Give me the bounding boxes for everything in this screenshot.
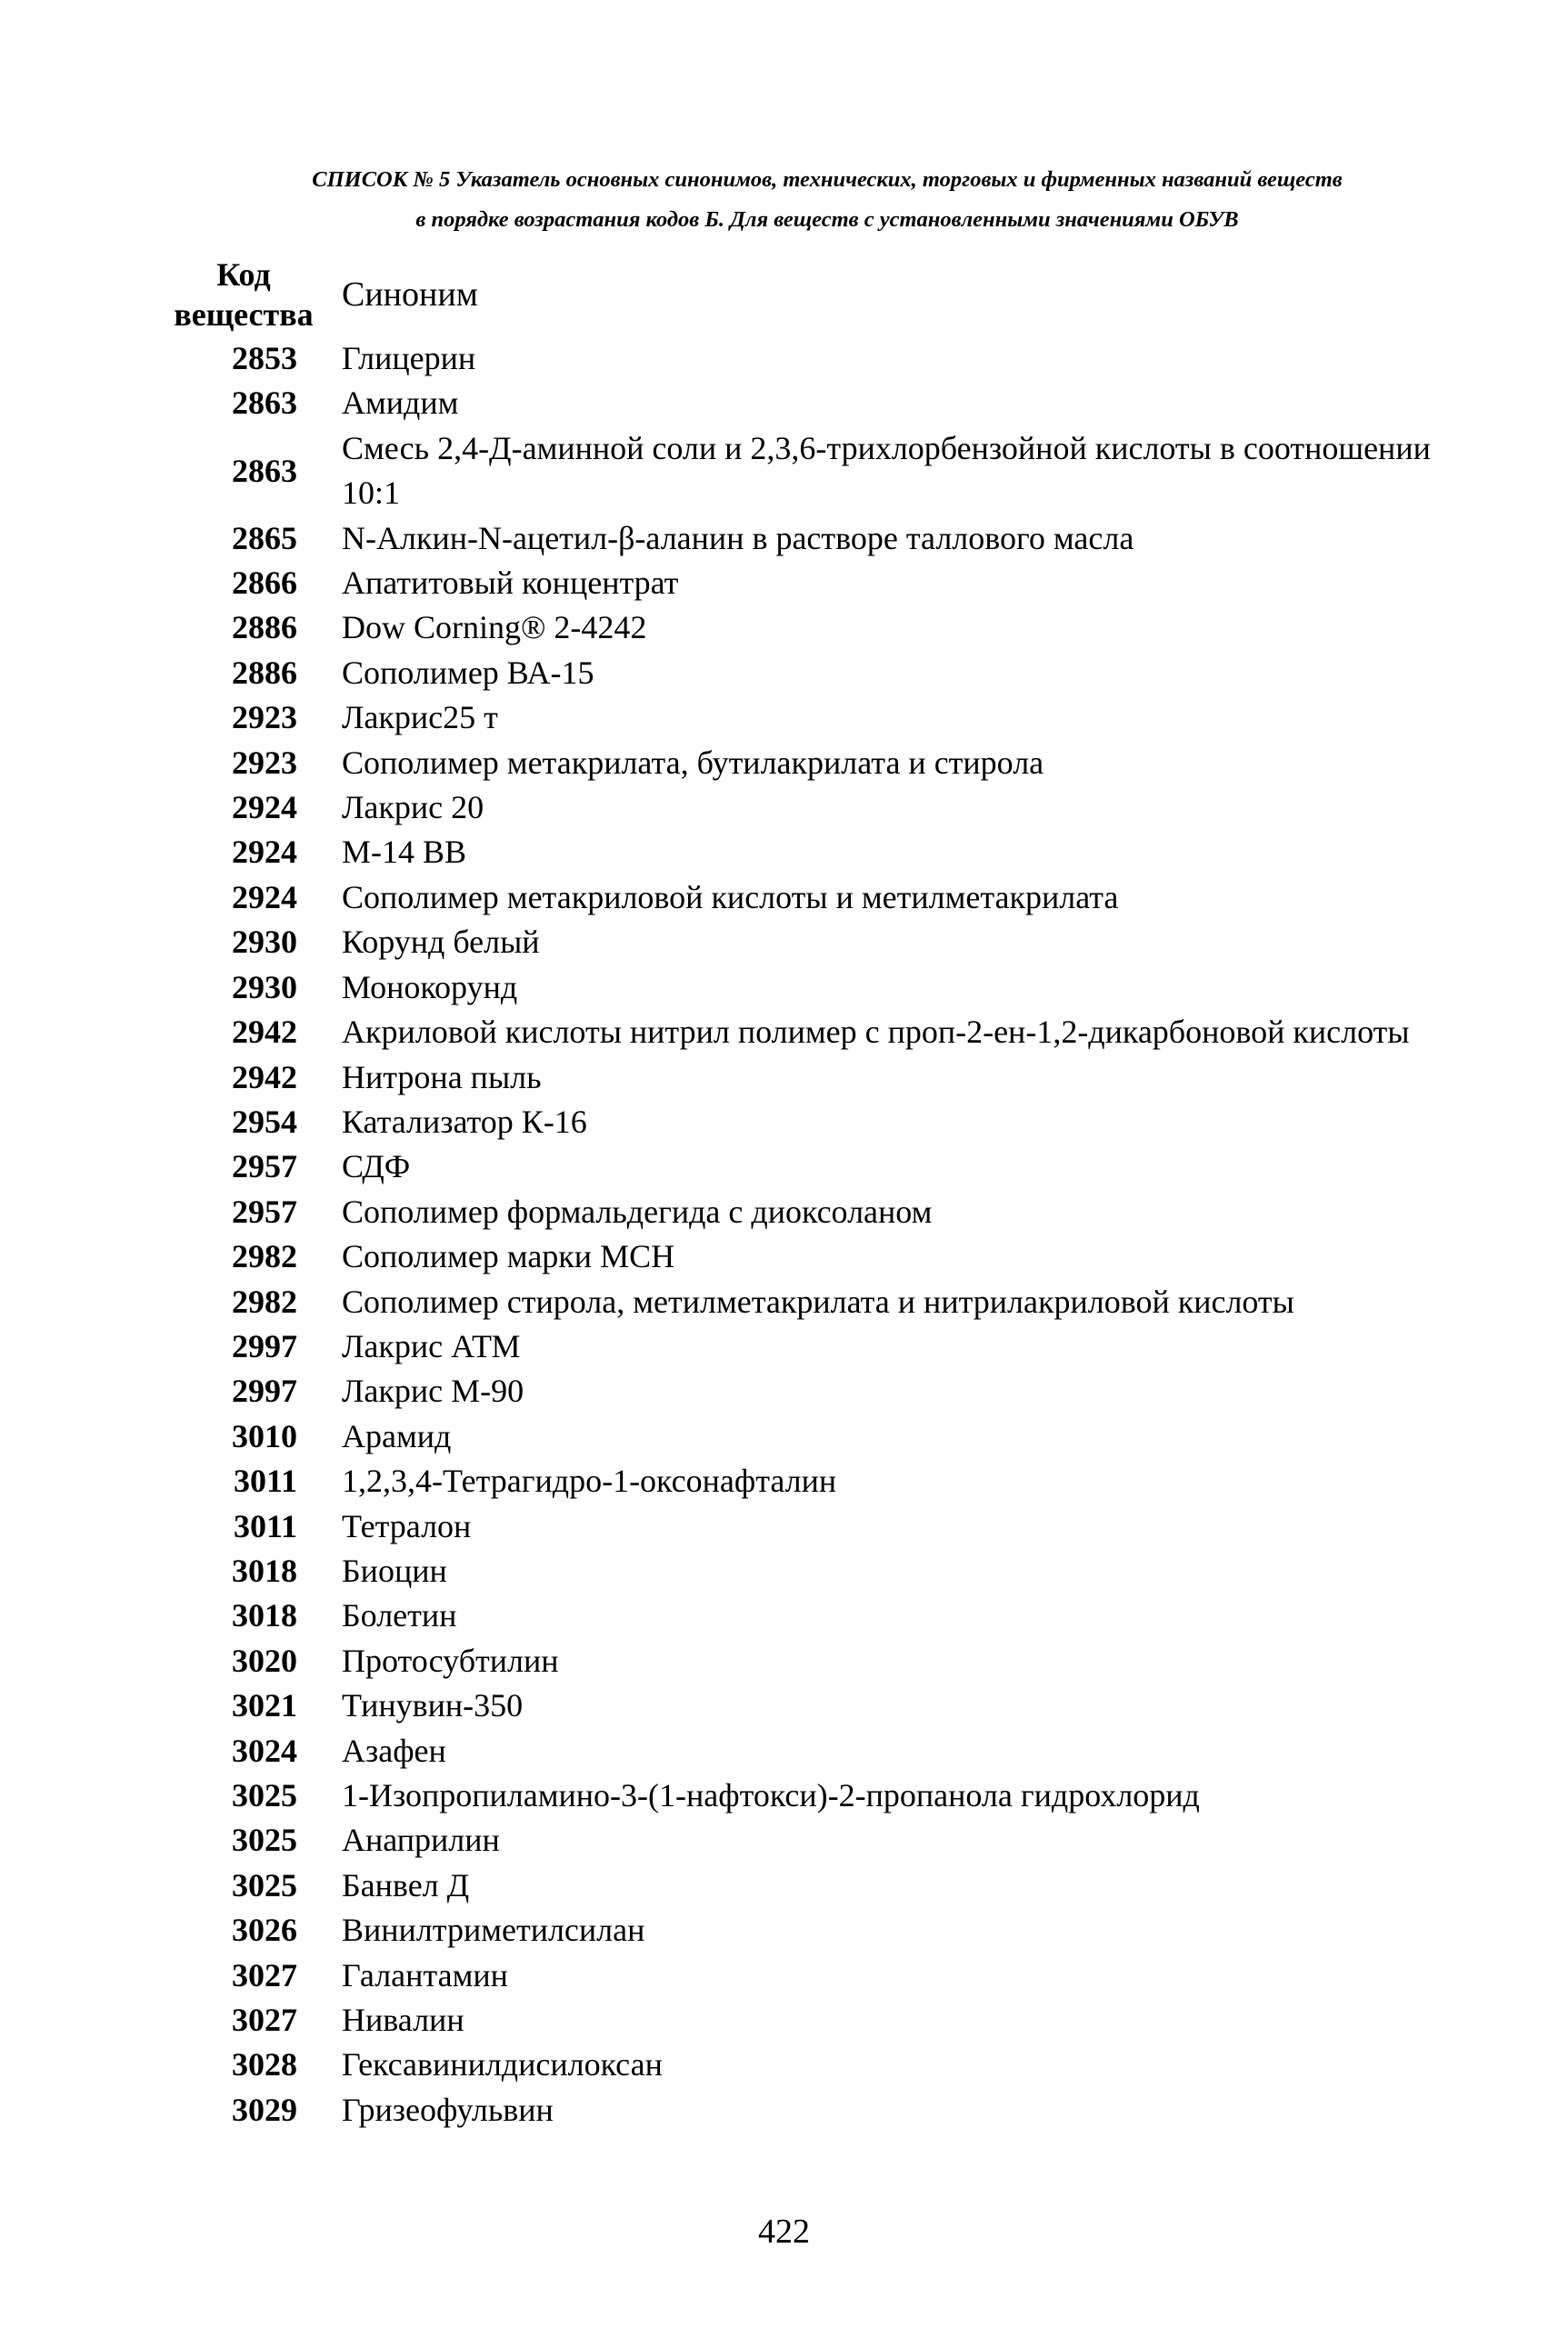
synonym-name: Анаприлин bbox=[342, 1822, 500, 1859]
table-row bbox=[155, 1639, 1482, 1684]
synonym-name: Сополимер метакриловой кислоты и метилметакрилата bbox=[342, 878, 1119, 915]
table-row bbox=[155, 1549, 1482, 1594]
substance-code: 3018 bbox=[232, 1552, 297, 1589]
substance-code: 3011 bbox=[233, 1463, 297, 1500]
substance-code: 3024 bbox=[232, 1732, 297, 1769]
synonym-name: Винилтриметилсилан bbox=[342, 1912, 645, 1949]
synonym-name: 1,2,3,4-Тетрагидро-1-оксонафталин bbox=[342, 1463, 837, 1500]
substance-code: 3025 bbox=[232, 1866, 297, 1903]
synonym-name: Катализатор К-16 bbox=[342, 1103, 587, 1140]
substance-code: 2930 bbox=[232, 924, 297, 961]
list-header-line-2: в порядке возрастания кодов Б. Для веществ с установленными значениями ОБУВ bbox=[415, 207, 1239, 232]
substance-code: 2853 bbox=[232, 340, 297, 376]
table-row bbox=[155, 1144, 1482, 1189]
substance-code: 2923 bbox=[232, 699, 297, 736]
table-row bbox=[155, 2088, 1482, 2133]
table-row bbox=[155, 1998, 1482, 2043]
substance-code: 2942 bbox=[232, 1014, 297, 1051]
table-row bbox=[155, 785, 1482, 830]
synonym-name: М-14 ВВ bbox=[342, 834, 467, 871]
table-row bbox=[155, 695, 1482, 740]
table-row bbox=[155, 1953, 1482, 1998]
table-row bbox=[155, 1414, 1482, 1459]
substance-code: 2957 bbox=[232, 1148, 297, 1185]
substance-code: 3027 bbox=[232, 2002, 297, 2039]
substance-code: 2865 bbox=[232, 519, 297, 556]
table-row bbox=[155, 426, 1482, 516]
substance-code: 2863 bbox=[232, 452, 297, 489]
substance-code: 3018 bbox=[232, 1597, 297, 1634]
synonym-name: Гризеофульвин bbox=[342, 2091, 554, 2128]
synonym-name: 1-Изопропиламино-3-(1-нафтокси)-2-пропанола гидрохлорид bbox=[342, 1777, 1200, 1813]
table-row bbox=[155, 1459, 1482, 1504]
substance-code: 3026 bbox=[232, 1912, 297, 1949]
table-row bbox=[155, 1369, 1482, 1414]
synonym-name: Биоцин bbox=[342, 1552, 447, 1589]
synonym-name: Лакрис АТМ bbox=[342, 1327, 521, 1364]
substance-code: 2924 bbox=[232, 834, 297, 871]
table-row bbox=[155, 1908, 1482, 1953]
substance-code: 2866 bbox=[232, 565, 297, 602]
table-row bbox=[155, 336, 1482, 381]
table-row bbox=[155, 516, 1482, 561]
table-row bbox=[155, 1280, 1482, 1324]
synonym-name: Лакрис М-90 bbox=[342, 1373, 524, 1410]
table-row bbox=[155, 605, 1482, 650]
substance-code: 3011 bbox=[233, 1507, 297, 1544]
table-row bbox=[155, 1729, 1482, 1773]
table-row bbox=[155, 830, 1482, 874]
substance-code: 2942 bbox=[232, 1058, 297, 1095]
synonym-name: Галантамин bbox=[342, 1956, 508, 1993]
substance-code: 2930 bbox=[232, 968, 297, 1005]
synonym-name: Апатитовый концентрат bbox=[342, 565, 679, 602]
substance-code: 3020 bbox=[232, 1642, 297, 1679]
page-number: 422 bbox=[758, 2213, 810, 2251]
substance-code: 2924 bbox=[232, 878, 297, 915]
table-row bbox=[155, 1684, 1482, 1728]
synonym-name: Банвел Д bbox=[342, 1866, 470, 1903]
synonym-name: Гексавинилдисилоксан bbox=[342, 2046, 663, 2083]
synonym-name: Лакрис25 т bbox=[342, 699, 498, 736]
table-row bbox=[155, 1324, 1482, 1369]
table-row bbox=[155, 920, 1482, 964]
table-row bbox=[155, 651, 1482, 695]
synonym-name: Азафен bbox=[342, 1732, 446, 1769]
substance-code: 3029 bbox=[232, 2091, 297, 2128]
synonym-name: Тетралон bbox=[342, 1507, 472, 1544]
synonym-name: Тинувин-350 bbox=[342, 1687, 524, 1724]
synonym-name: N-Алкин-N-ацетил-β-аланин в растворе таллового масла bbox=[342, 519, 1134, 556]
substance-code: 2957 bbox=[232, 1193, 297, 1230]
substance-code: 2923 bbox=[232, 744, 297, 781]
substance-code: 3027 bbox=[232, 1956, 297, 1993]
table-row bbox=[155, 1190, 1482, 1234]
synonym-name: Смесь 2,4-Д-аминной соли и 2,3,6-трихлорбензойной кислоты в соотношении 10:1 bbox=[342, 429, 1431, 512]
table-row bbox=[155, 2043, 1482, 2087]
synonym-name: Протосубтилин bbox=[342, 1642, 559, 1679]
synonym-name: Нивалин bbox=[342, 2002, 464, 2039]
synonym-name: Сополимер ВА-15 bbox=[342, 654, 594, 691]
synonym-name: СДФ bbox=[342, 1148, 411, 1185]
synonym-table bbox=[155, 253, 1482, 2133]
synonym-name: Сополимер формальдегида с диоксоланом bbox=[342, 1193, 933, 1230]
table-row bbox=[155, 1594, 1482, 1638]
substance-code: 2997 bbox=[232, 1373, 297, 1410]
table-row bbox=[155, 1863, 1482, 1908]
synonym-name: Нитрона пыль bbox=[342, 1058, 542, 1095]
synonym-name: Амидим bbox=[342, 385, 459, 422]
substance-code: 2982 bbox=[232, 1283, 297, 1320]
substance-code: 2886 bbox=[232, 654, 297, 691]
table-header-row bbox=[155, 253, 1482, 336]
synonym-name: Глицерин bbox=[342, 340, 476, 376]
synonym-name: Dow Corning® 2-4242 bbox=[342, 609, 647, 646]
column-header-synonym: Синоним bbox=[342, 275, 478, 314]
table-row bbox=[155, 561, 1482, 605]
table-row bbox=[155, 741, 1482, 785]
substance-code: 2863 bbox=[232, 385, 297, 422]
table-row bbox=[155, 875, 1482, 920]
synonym-name: Лакрис 20 bbox=[342, 789, 484, 826]
table-row bbox=[155, 1504, 1482, 1549]
synonym-name: Акриловой кислоты нитрил полимер с проп-2-ен-1,2-дикарбоновой кислоты bbox=[342, 1014, 1410, 1051]
table-row bbox=[155, 1818, 1482, 1863]
synonym-name: Болетин bbox=[342, 1597, 457, 1634]
list-header bbox=[182, 160, 1473, 240]
substance-code: 3028 bbox=[232, 2046, 297, 2083]
synonym-name: Сополимер марки МСН bbox=[342, 1238, 675, 1275]
substance-code: 3010 bbox=[232, 1417, 297, 1454]
table-row bbox=[155, 1055, 1482, 1100]
synonym-name: Сополимер метакрилата, бутилакрилата и стирола bbox=[342, 744, 1044, 781]
substance-code: 3025 bbox=[232, 1777, 297, 1813]
table-row bbox=[155, 381, 1482, 425]
substance-code: 2982 bbox=[232, 1238, 297, 1275]
column-header-code: Код вещества bbox=[174, 256, 314, 333]
synonym-name: Монокорунд bbox=[342, 968, 518, 1005]
substance-code: 2954 bbox=[232, 1103, 297, 1140]
substance-code: 2886 bbox=[232, 609, 297, 646]
table-body bbox=[155, 336, 1482, 2133]
synonym-name: Арамид bbox=[342, 1417, 452, 1454]
table-row bbox=[155, 1234, 1482, 1279]
table-row bbox=[155, 1100, 1482, 1144]
substance-code: 2924 bbox=[232, 789, 297, 826]
table-row bbox=[155, 1773, 1482, 1818]
synonym-name: Корунд белый bbox=[342, 924, 540, 961]
list-header-line-1: СПИСОК № 5 Указатель основных синонимов, технических, торговых и фирменных названий веществ bbox=[312, 167, 1343, 192]
table-row bbox=[155, 1010, 1482, 1054]
substance-code: 3025 bbox=[232, 1822, 297, 1859]
substance-code: 3021 bbox=[232, 1687, 297, 1724]
table-row bbox=[155, 965, 1482, 1010]
substance-code: 2997 bbox=[232, 1327, 297, 1364]
synonym-name: Сополимер стирола, метилметакрилата и нитрилакриловой кислоты bbox=[342, 1283, 1294, 1320]
